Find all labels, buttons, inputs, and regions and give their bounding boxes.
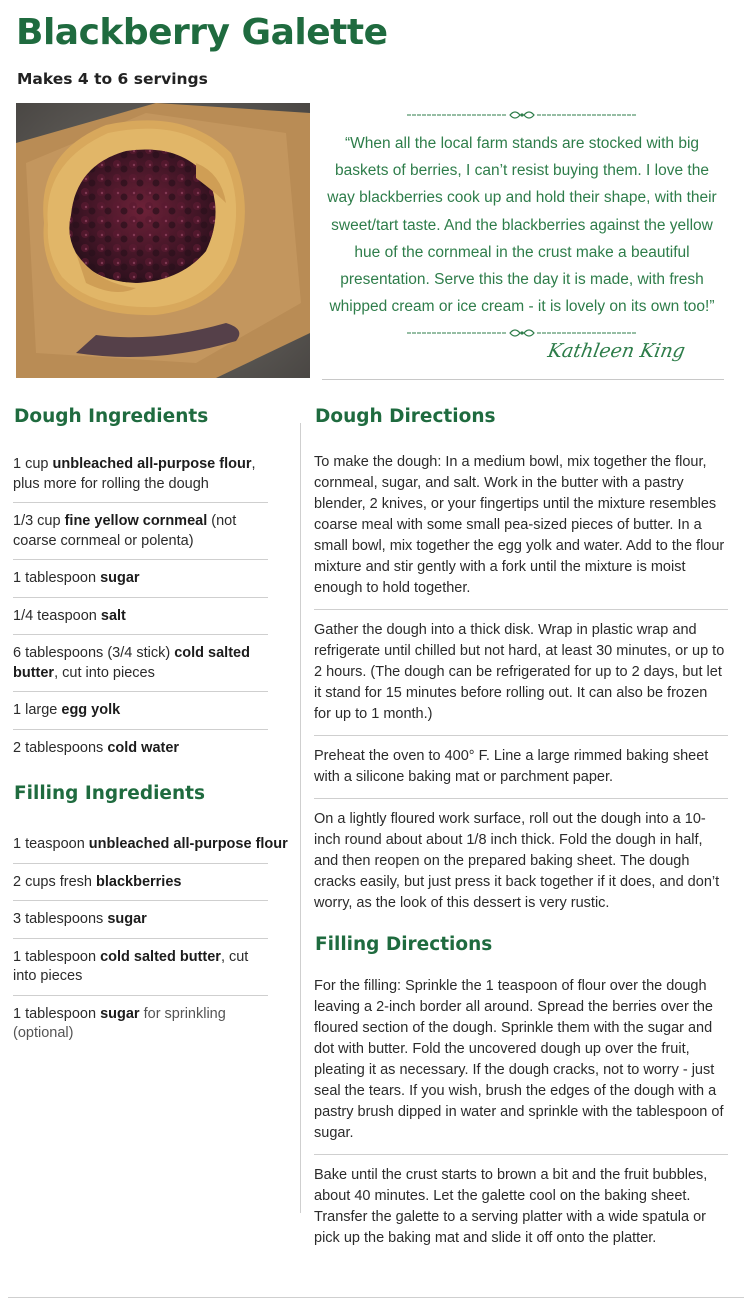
list-item: 1 teaspoon unbleached all-purpose flour	[13, 835, 268, 864]
divider	[322, 379, 724, 380]
direction-step: To make the dough: In a medium bowl, mix together the flour, cornmeal, sugar, and salt. Work in the butter with a pastry blender, 2 knives, or your fingertips until the mixture resembles coarse meal with some small pea-sized pieces of butter. In a small bowl, mix together the egg yolk and water. Add to the flour mixture and stir gently with a fork until the mixture is moist enough to hold together.	[314, 452, 728, 610]
direction-step: Preheat the oven to 400° F. Line a large rimmed baking sheet with a silicone baking mat or parchment paper.	[314, 736, 728, 799]
list-item: 2 tablespoons cold water	[13, 739, 180, 756]
filling-directions-heading: Filling Directions	[315, 934, 493, 955]
list-item: 1 tablespoon sugar	[13, 560, 268, 598]
list-item: 1 large egg yolk	[13, 692, 268, 730]
quote-block	[322, 108, 722, 340]
recipe-title: Blackberry Galette	[16, 12, 388, 53]
column-divider	[300, 423, 301, 1213]
filling-ingredients-list	[13, 835, 288, 1052]
direction-step: For the filling: Sprinkle the 1 teaspoon of flour over the dough leaving a 2-inch border all around. Spread the berries over the floured section of the dough. Sprinkle them with the sugar and dot with butter. Fold the uncovered dough up over the fruit, pleating it as necessary. If the dough cracks, not to worry - just seal the tears. If you wish, brush the edges of the dough with a pastry brush dipped in water and sprinkle with the tablespoon of sugar.	[314, 976, 728, 1155]
list-item: 1 tablespoon cold salted butter, cut into pieces	[13, 939, 268, 996]
dough-ingredients-heading: Dough Ingredients	[14, 406, 209, 427]
flourish-ornament-bottom	[407, 326, 637, 340]
list-item: 6 tablespoons (3/4 stick) cold salted butter, cut into pieces	[13, 635, 268, 692]
direction-step: Bake until the crust starts to brown a bit and the fruit bubbles, about 40 minutes. Let the galette cool on the baking sheet. Transfer the galette to a serving platter with a wide spatula or pick up the baking mat and slide it off onto the platter.	[314, 1167, 708, 1246]
direction-step: Gather the dough into a thick disk. Wrap in plastic wrap and refrigerate until chilled but not hard, at least 30 minutes, or up to 2 hours. (The dough can be refrigerated for up to 2 days, but let it stand for 15 minutes before rolling out. It can also be frozen for up to 1 month.)	[314, 610, 728, 736]
filling-directions-list	[314, 976, 728, 1259]
dough-ingredients-list	[13, 455, 268, 766]
servings-note: Makes 4 to 6 servings	[17, 70, 208, 88]
list-item: 1/4 teaspoon salt	[13, 598, 268, 636]
galette-photo	[16, 103, 310, 378]
list-item: 3 tablespoons sugar	[13, 901, 268, 939]
list-item: 1 tablespoon sugar for sprinkling (optional)	[13, 1005, 226, 1041]
list-item: 2 cups fresh blackberries	[13, 864, 268, 902]
direction-step: On a lightly floured work surface, roll out the dough into a 10-inch round about about 1/8 inch thick. Fold the dough in half, and then reopen on the prepared baking sheet. The dough cracks easily, but just press it back together if it does, and don’t worry, as the look of this dessert is very rustic.	[314, 811, 720, 911]
chef-signature: Kathleen King	[546, 340, 687, 362]
list-item: 1/3 cup fine yellow cornmeal (not coarse cornmeal or polenta)	[13, 503, 268, 560]
dough-directions-heading: Dough Directions	[315, 406, 496, 427]
flourish-ornament-top	[407, 108, 637, 122]
dough-directions-list	[314, 452, 728, 924]
divider	[8, 1297, 744, 1298]
chef-quote: “When all the local farm stands are stocked with big baskets of berries, I can’t resist buying them. I love the way blackberries cook up and hold their shape, with their sweet/tart taste. And the blackberries against the yellow hue of the cornmeal in the crust make a beautiful presentation. Serve this the day it is made, with fresh whipped cream or ice cream - it is lovely on its own too!”	[327, 135, 717, 316]
filling-ingredients-heading: Filling Ingredients	[14, 783, 205, 804]
list-item: 1 cup unbleached all-purpose flour, plus more for rolling the dough	[13, 455, 268, 503]
